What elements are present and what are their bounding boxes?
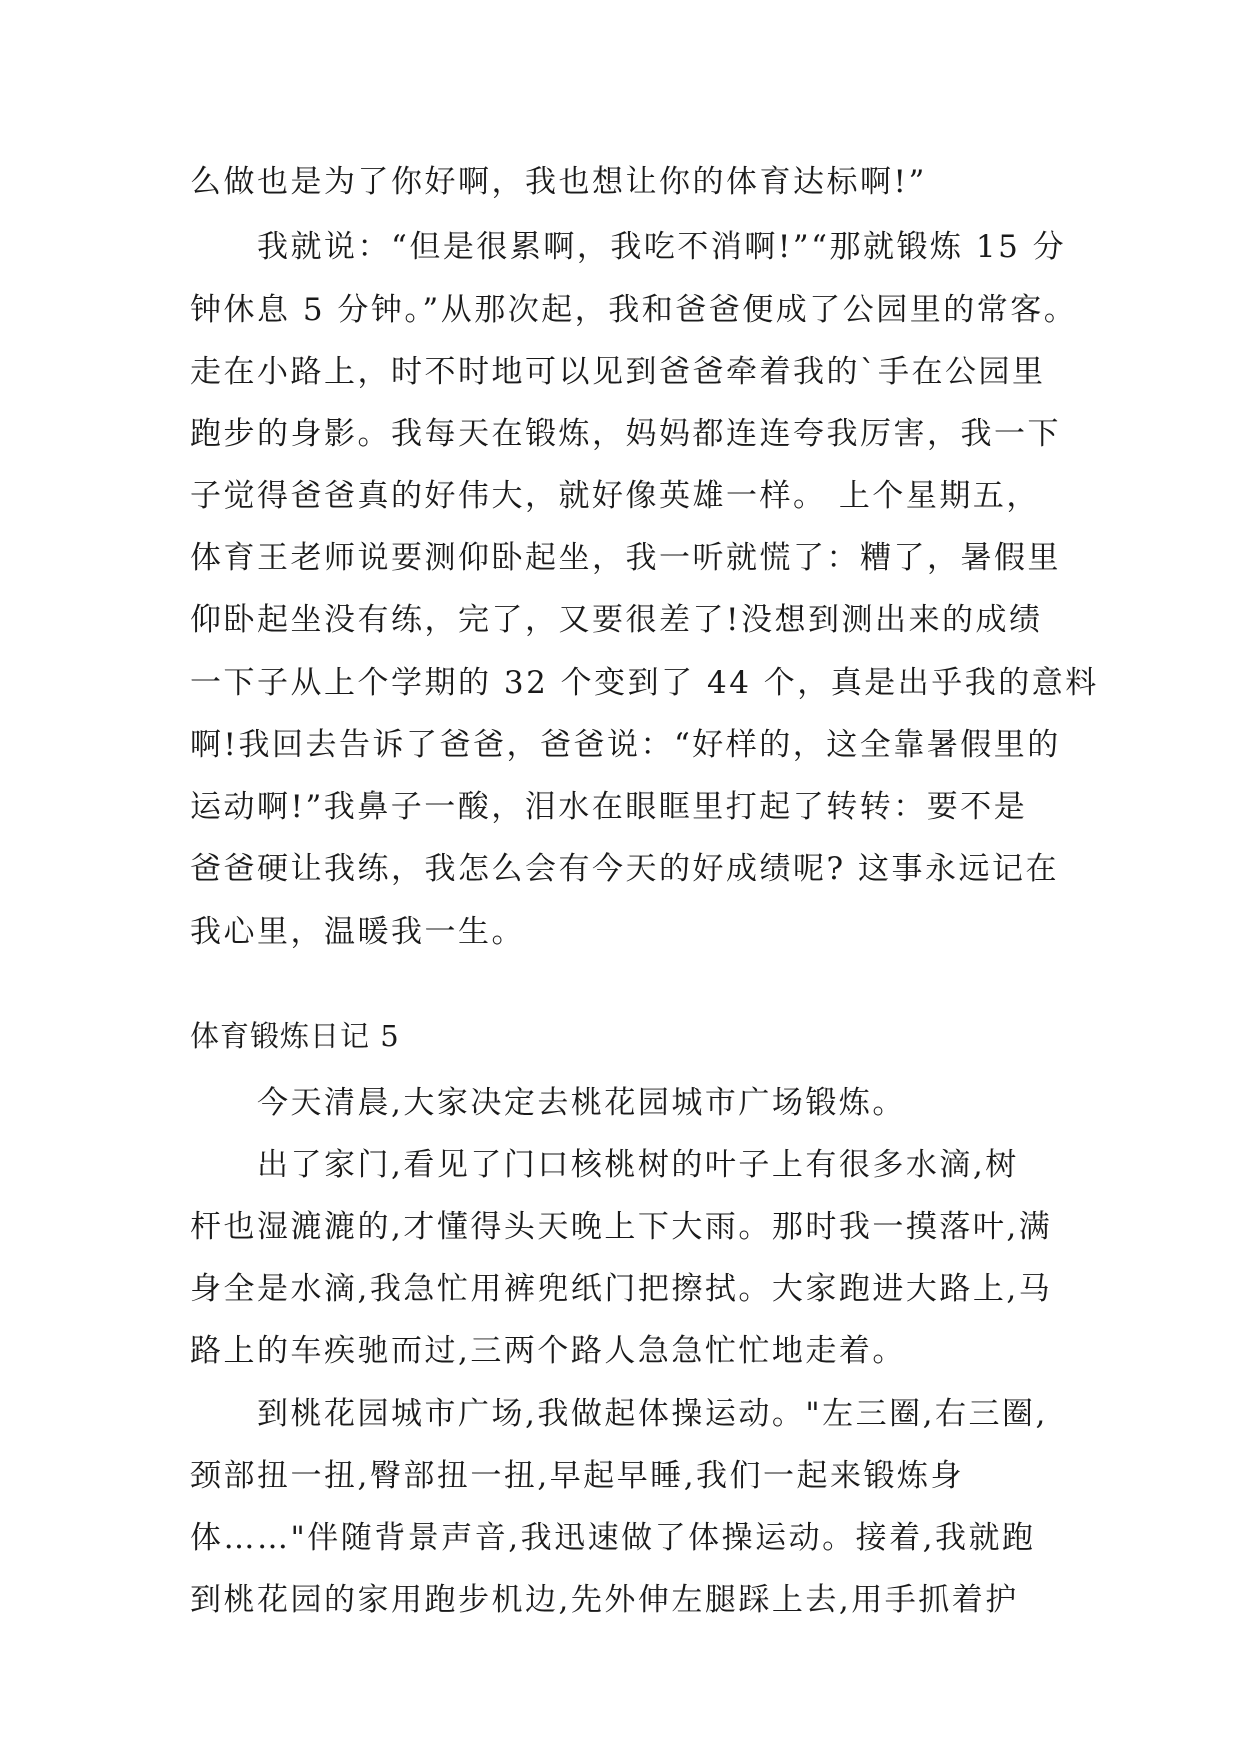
paragraph-line: 出了家门,看见了门口核桃树的叶子上有很多水滴,树 xyxy=(190,1147,1019,1183)
paragraph-line: 今天清晨,大家决定去桃花园城市广场锻炼。 xyxy=(190,1085,906,1121)
paragraph-line: 我就说：“但是很累啊，我吃不消啊!”“那就锻炼 15 分 xyxy=(190,229,1067,265)
paragraph-line: 一下子从上个学期的 32 个变到了 44 个，真是出乎我的意料 xyxy=(190,665,1099,701)
paragraph-line: 运动啊!”我鼻子一酸，泪水在眼眶里打起了转转：要不是 xyxy=(190,789,1028,825)
paragraph-line: 身全是水滴,我急忙用裤兜纸门把擦拭。大家跑进大路上,马 xyxy=(190,1271,1053,1307)
paragraph-line: 么做也是为了你好啊，我也想让你的体育达标啊!” xyxy=(190,164,927,200)
paragraph-line: 走在小路上，时不时地可以见到爸爸牵着我的`手在公园里 xyxy=(190,354,1046,390)
paragraph-line: 到桃花园城市广场,我做起体操运动。"左三圈,右三圈, xyxy=(190,1396,1048,1432)
paragraph-line: 杆也湿漉漉的,才懂得头天晚上下大雨。那时我一摸落叶,满 xyxy=(190,1209,1053,1245)
paragraph-line: 体……"伴随背景声音,我迅速做了体操运动。接着,我就跑 xyxy=(190,1520,1036,1556)
paragraph-line: 跑步的身影。我每天在锻炼，妈妈都连连夸我厉害，我一下 xyxy=(190,416,1061,452)
section-heading: 体育锻炼日记 5 xyxy=(190,1019,400,1053)
paragraph-line: 啊!我回去告诉了爸爸，爸爸说：“好样的，这全靠暑假里的 xyxy=(190,727,1061,763)
paragraph-line: 仰卧起坐没有练，完了，又要很差了!没想到测出来的成绩 xyxy=(190,602,1043,638)
paragraph-line: 爸爸硬让我练，我怎么会有今天的好成绩呢? 这事永远记在 xyxy=(190,851,1059,887)
paragraph-line: 子觉得爸爸真的好伟大，就好像英雄一样。 上个星期五， xyxy=(190,478,1040,514)
paragraph-line: 到桃花园的家用跑步机边,先外伸左腿踩上去,用手抓着护 xyxy=(190,1582,1019,1618)
paragraph-line: 体育王老师说要测仰卧起坐，我一听就慌了：糟了，暑假里 xyxy=(190,540,1061,576)
paragraph-line: 颈部扭一扭,臀部扭一扭,早起早睡,我们一起来锻炼身 xyxy=(190,1458,965,1494)
paragraph-line: 路上的车疾驰而过,三两个路人急急忙忙地走着。 xyxy=(190,1333,906,1369)
paragraph-line: 我心里，温暖我一生。 xyxy=(190,914,525,950)
paragraph-line: 钟休息 5 分钟。”从那次起，我和爸爸便成了公园里的常客。 xyxy=(190,292,1078,328)
